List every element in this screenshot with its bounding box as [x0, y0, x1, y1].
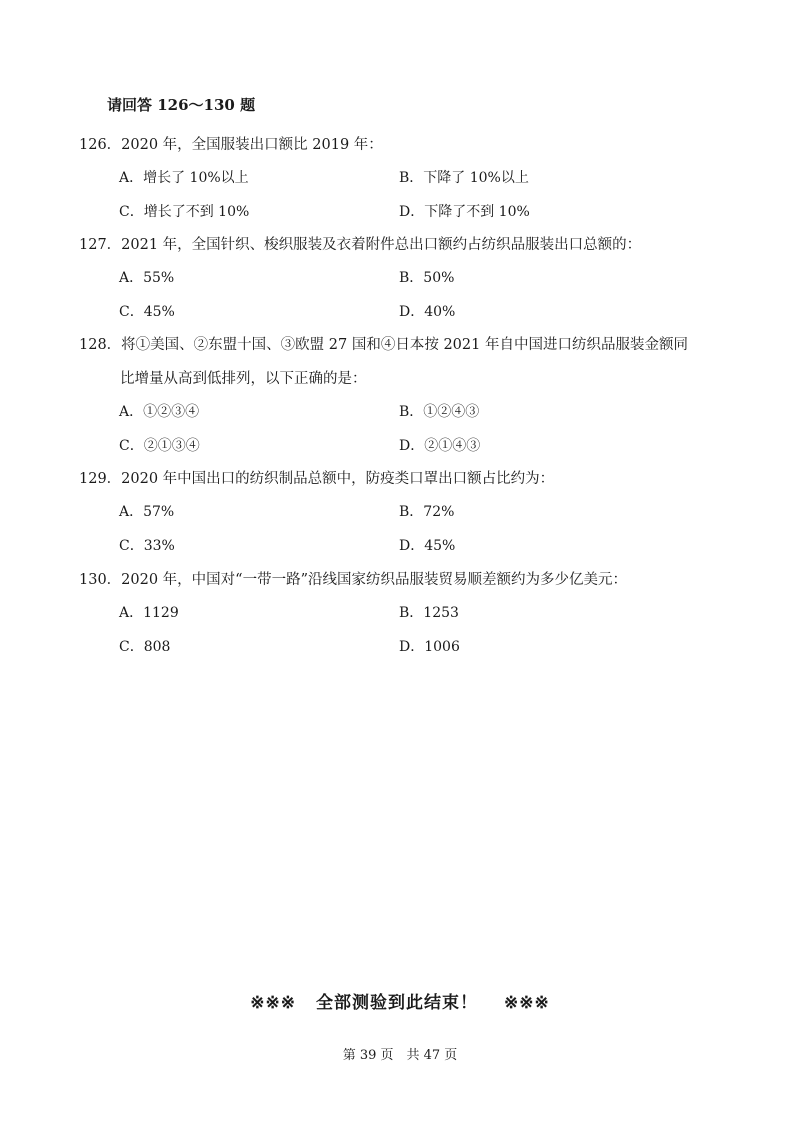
- question-stem: 130．2020 年，中国对“一带一路”沿线国家纺织品服装贸易顺差额约为多少亿美元：: [79, 572, 628, 588]
- page-number-footer: 第 39 页 共 47 页: [342, 1048, 458, 1063]
- option-b: B．50%: [399, 270, 455, 286]
- option-b: B．①②④③: [399, 404, 480, 420]
- option-c: C．增长了不到 10%: [119, 203, 250, 220]
- option-c: C．②①③④: [119, 437, 200, 454]
- option-row: [79, 631, 759, 665]
- option-row: [79, 430, 759, 464]
- option-b: B．1253: [399, 605, 459, 621]
- question-stem: 128．将①美国、②东盟十国、③欧盟 27 国和④日本按 2021 年自中国进口纺织品服装金额同: [79, 337, 688, 353]
- question-130: [79, 563, 759, 664]
- option-row: [79, 496, 759, 530]
- decorative-marks-right: ※※※: [504, 993, 550, 1013]
- option-d: D．1006: [399, 638, 460, 655]
- question-stem: 129．2020 年中国出口的纺织制品总额中，防疫类口罩出口额占比约为：: [79, 471, 555, 487]
- option-c: C．45%: [119, 303, 175, 320]
- option-row: [79, 530, 759, 564]
- option-b: B．72%: [399, 504, 455, 520]
- question-126: [79, 128, 759, 229]
- option-c: C．808: [119, 638, 171, 655]
- section-heading: 请回答 126～130 题: [107, 96, 256, 114]
- option-a: A．增长了 10%以上: [119, 170, 249, 186]
- question-127: [79, 228, 759, 329]
- option-row: [79, 396, 759, 430]
- option-a: A．1129: [119, 605, 179, 621]
- option-row: [79, 196, 759, 230]
- option-d: D．45%: [399, 537, 456, 554]
- option-row: [79, 162, 759, 196]
- question-stem: 126．2020 年，全国服装出口额比 2019 年：: [79, 137, 383, 153]
- option-row: [79, 296, 759, 330]
- option-a: A．55%: [119, 270, 175, 286]
- option-row: [79, 597, 759, 631]
- option-a: A．57%: [119, 504, 175, 520]
- option-a: A．①②③④: [119, 404, 200, 420]
- option-d: D．40%: [399, 303, 456, 320]
- end-of-test-banner: [0, 988, 800, 1013]
- question-stem-continuation: 比增量从高到低排列，以下正确的是：: [120, 371, 367, 387]
- decorative-marks-left: ※※※: [250, 993, 296, 1013]
- option-b: B．下降了 10%以上: [399, 170, 529, 186]
- option-c: C．33%: [119, 537, 175, 554]
- question-stem: 127．2021 年，全国针织、梭织服装及衣着附件总出口额约占纺织品服装出口总额的：: [79, 237, 642, 253]
- option-d: D．下降了不到 10%: [399, 203, 530, 220]
- option-d: D．②①④③: [399, 437, 481, 454]
- option-row: [79, 262, 759, 296]
- question-128: [79, 328, 759, 463]
- question-129: [79, 462, 759, 563]
- end-of-test-text: 全部测验到此结束！: [316, 993, 478, 1013]
